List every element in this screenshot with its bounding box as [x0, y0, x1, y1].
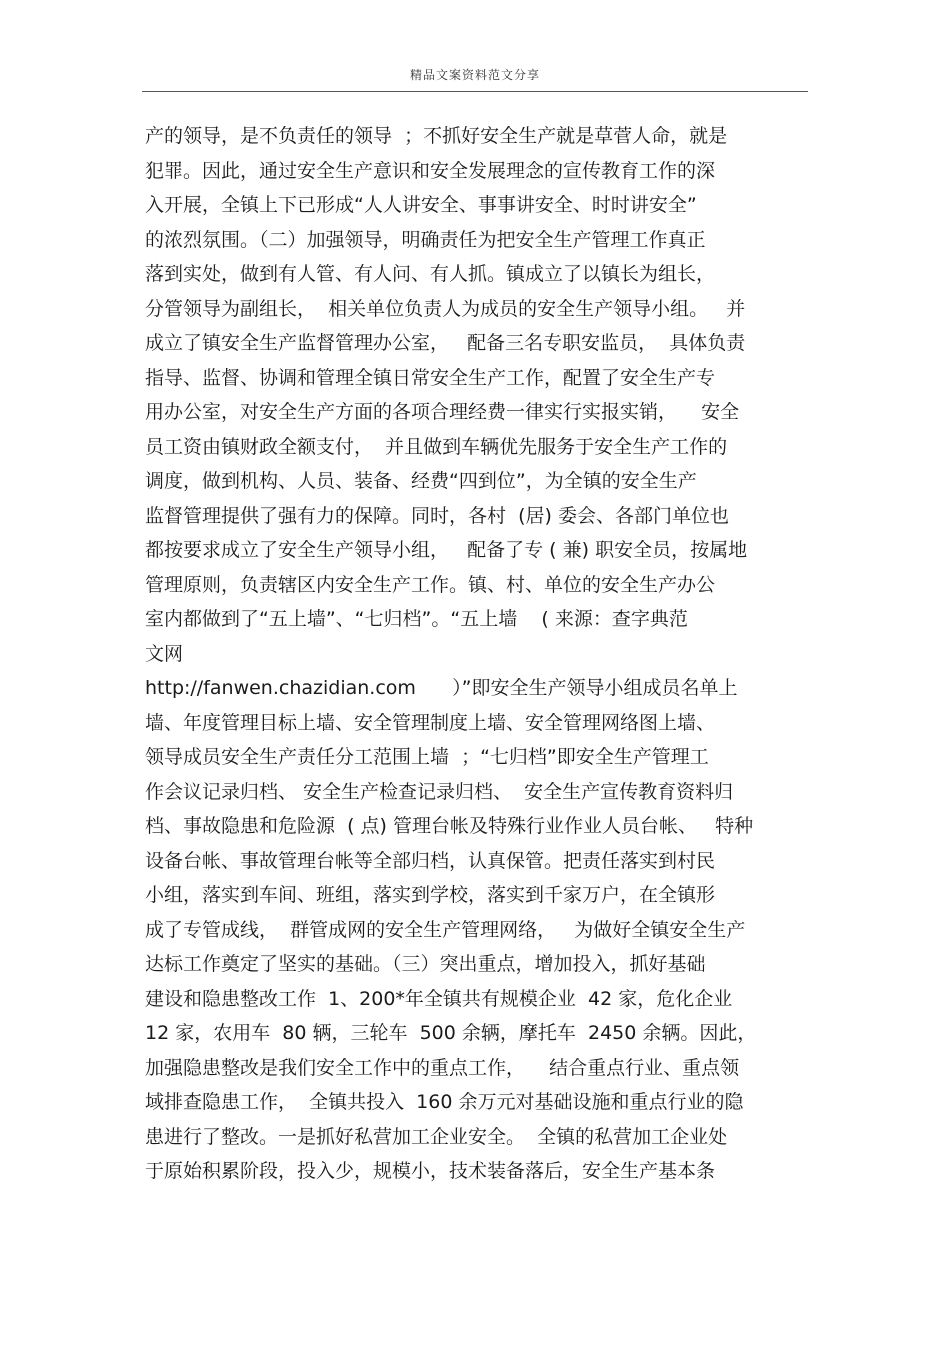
- text-line: 都按要求成立了安全生产领导小组， 配备了专 ( 兼) 职安全员，按属地: [145, 539, 748, 561]
- text-line: 作会议记录归档、 安全生产检查记录归档、 安全生产宣传教育资料归: [145, 780, 734, 803]
- text-line: 达标工作奠定了坚实的基础。（三）突出重点，增加投入，抓好基础: [145, 953, 706, 975]
- text-line: 员工资由镇财政全额支付， 并且做到车辆优先服务于安全生产工作的: [145, 435, 728, 458]
- text-line: 设备台帐、事故管理台帐等全部归档，认真保管。把责任落实到村民: [145, 849, 716, 872]
- text-line: 患进行了整改。一是抓好私营加工企业安全。 全镇的私营加工企业处: [145, 1125, 728, 1148]
- text-line: 12 家，农用车 80 辆，三轮车 500 余辆，摩托车 2450 余辆。因此，: [145, 1022, 757, 1044]
- text-line: 犯罪。因此，通过安全生产意识和安全发展理念的宣传教育工作的深: [145, 159, 716, 182]
- page-header: 精品文案资料范文分享: [409, 68, 540, 82]
- text-line: 产的领导，是不负责任的领导 ；不抓好安全生产就是草菅人命，就是: [145, 125, 728, 147]
- text-line: 分管领导为副组长， 相关单位负责人为成员的安全生产领导小组。 并: [145, 297, 746, 320]
- text-line: 建设和隐患整改工作 1、200*年全镇共有规模企业 42 家，危化企业: [145, 987, 733, 1010]
- body-text: [145, 119, 815, 1189]
- text-line: 域排查隐患工作， 全镇共投入 160 余万元对基础设施和重点行业的隐: [145, 1091, 744, 1113]
- text-line: 监督管理提供了强有力的保障。同时，各村 (居) 委会、各部门单位也: [145, 504, 729, 527]
- text-line: 墙、年度管理目标上墙、安全管理制度上墙、安全管理网络图上墙、: [145, 711, 716, 734]
- text-line: 用办公室，对安全生产方面的各项合理经费一律实行实报实销， 安全: [145, 401, 740, 423]
- text-line: 领导成员安全生产责任分工范围上墙 ；“七归档”即安全生产管理工: [145, 746, 709, 768]
- text-line: 室内都做到了“五上墙”、“七归档”。“五上墙 ( 来源：查字典范: [145, 608, 688, 630]
- header-divider: [142, 91, 808, 92]
- text-line: 成立了镇安全生产监督管理办公室， 配备三名专职安监员， 具体负责: [145, 332, 746, 354]
- text-line: 于原始积累阶段，投入少，规模小，技术装备落后，安全生产基本条: [145, 1160, 716, 1182]
- text-line: 指导、监督、协调和管理全镇日常安全生产工作，配置了安全生产专: [145, 366, 716, 389]
- text-line: 管理原则，负责辖区内安全生产工作。镇、村、单位的安全生产办公: [145, 573, 716, 596]
- text-line: 的浓烈氛围。（二）加强领导，明确责任为把安全生产管理工作真正: [145, 228, 706, 251]
- text-line: 落到实处，做到有人管、有人问、有人抓。镇成立了以镇长为组长，: [145, 263, 716, 285]
- text-line: 调度，做到机构、人员、装备、经费“四到位”，为全镇的安全生产: [145, 470, 697, 492]
- text-line: 入开展，全镇上下已形成“人人讲安全、事事讲安全、时时讲安全”: [145, 194, 697, 216]
- text-line: http://fanwen.chazidian.com ）”即安全生产领导小组成员名单上: [145, 677, 738, 699]
- text-line: 文网: [145, 642, 184, 665]
- text-line: 加强隐患整改是我们安全工作中的重点工作， 结合重点行业、重点领: [145, 1056, 740, 1079]
- text-line: 档、事故隐患和危险源 ( 点) 管理台帐及特殊行业作业人员台帐、 特种: [145, 815, 754, 837]
- text-line: 成了专管成线， 群管成网的安全生产管理网络， 为做好全镇安全生产: [145, 918, 746, 941]
- text-line: 小组，落实到车间、班组，落实到学校，落实到千家万户，在全镇形: [145, 884, 716, 906]
